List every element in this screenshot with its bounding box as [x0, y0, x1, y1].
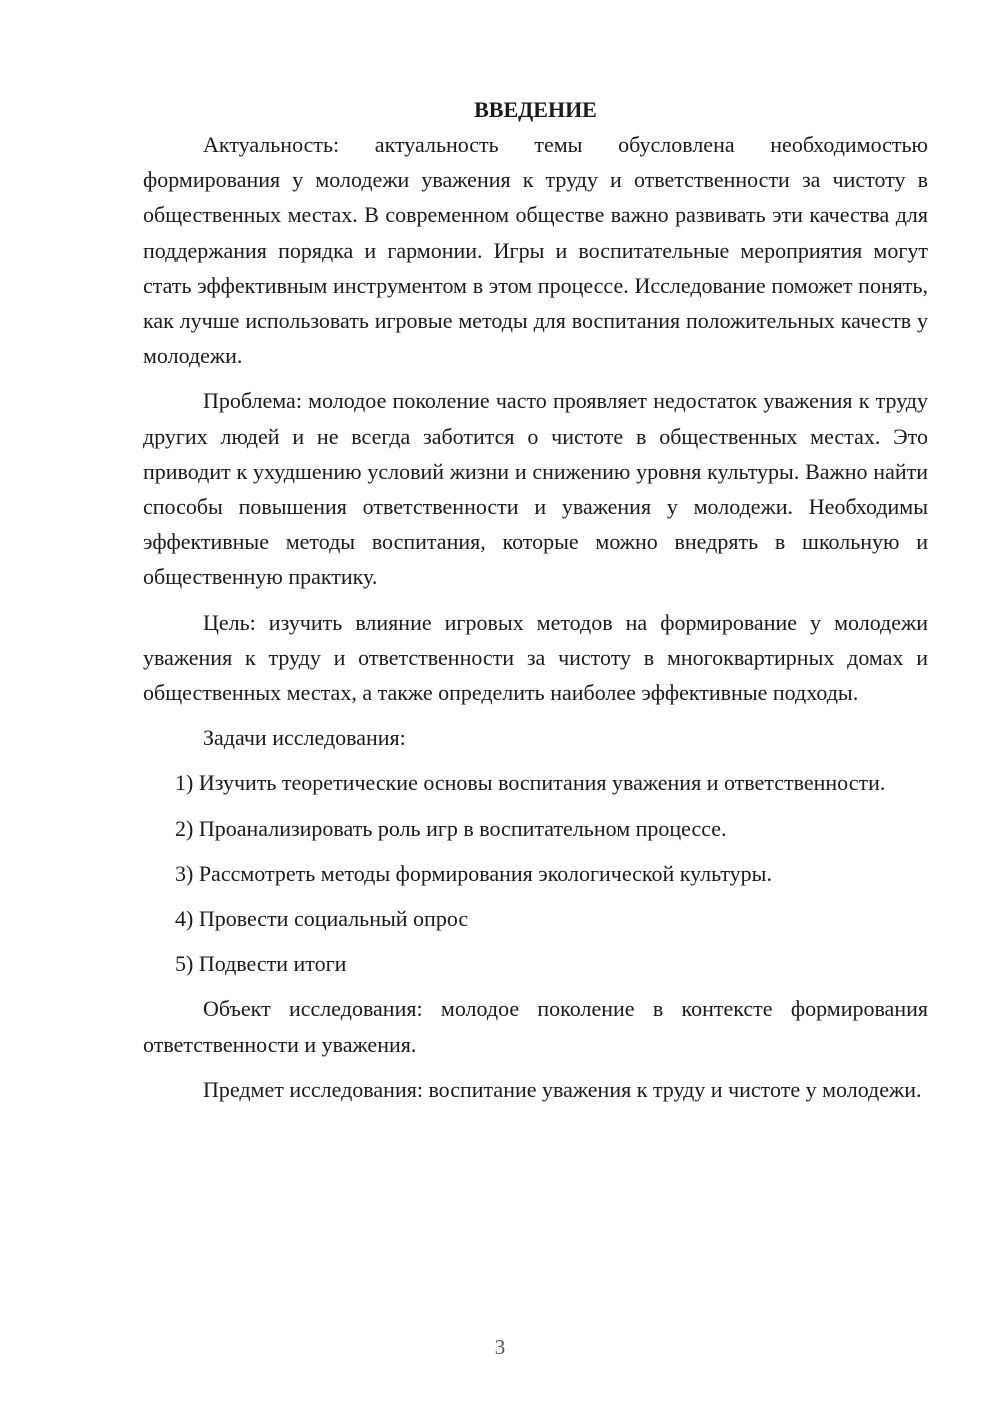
relevance-paragraph: Актуальность: актуальность темы обусловлена необходимостью формирования у молодежи уважения к труду и ответственности за чистоту в общественных местах. В современном обществе важно развивать эти качества для поддержания порядка и гармонии. Игры и воспитательные мероприятия могут стать эффективным инструментом в этом процессе. Исследование поможет понять, как лучше использовать игровые методы для воспитания положительных качеств у молодежи. [143, 132, 928, 369]
problem-paragraph: Проблема: молодое поколение часто проявляет недостаток уважения к труду других людей и не всегда заботится о чистоте в общественных местах. Это приводит к ухудшению условий жизни и снижению уровня культуры. Важно найти способы повышения ответственности и уважения у молодежи. Необходимы эффективные методы воспитания, которые можно внедрять в школьную и общественную практику. [143, 388, 928, 590]
page-number: 3 [494, 1335, 506, 1359]
section-title: ВВЕДЕНИЕ [474, 97, 597, 122]
task-item: 2) Проанализировать роль игр в воспитательном процессе. [175, 815, 727, 841]
object-paragraph: Объект исследования: молодое поколение в контексте формирования ответственности и уважения. [143, 996, 928, 1057]
task-item: 1) Изучить теоретические основы воспитания уважения и ответственности. [175, 770, 886, 796]
task-item: 5) Подвести итоги [175, 951, 347, 977]
document-page [143, 92, 928, 1107]
task-item: 4) Провести социальный опрос [175, 906, 469, 932]
task-item: 3) Рассмотреть методы формирования экологической культуры. [175, 860, 772, 886]
goal-paragraph: Цель: изучить влияние игровых методов на формирование у молодежи уважения к труду и ответственности за чистоту в многоквартирных домах и общественных местах, а также определить наиболее эффективные подходы. [143, 609, 928, 706]
tasks-heading: Задачи исследования: [203, 725, 406, 751]
subject-paragraph: Предмет исследования: воспитание уважения к труду и чистоте у молодежи. [203, 1076, 922, 1102]
